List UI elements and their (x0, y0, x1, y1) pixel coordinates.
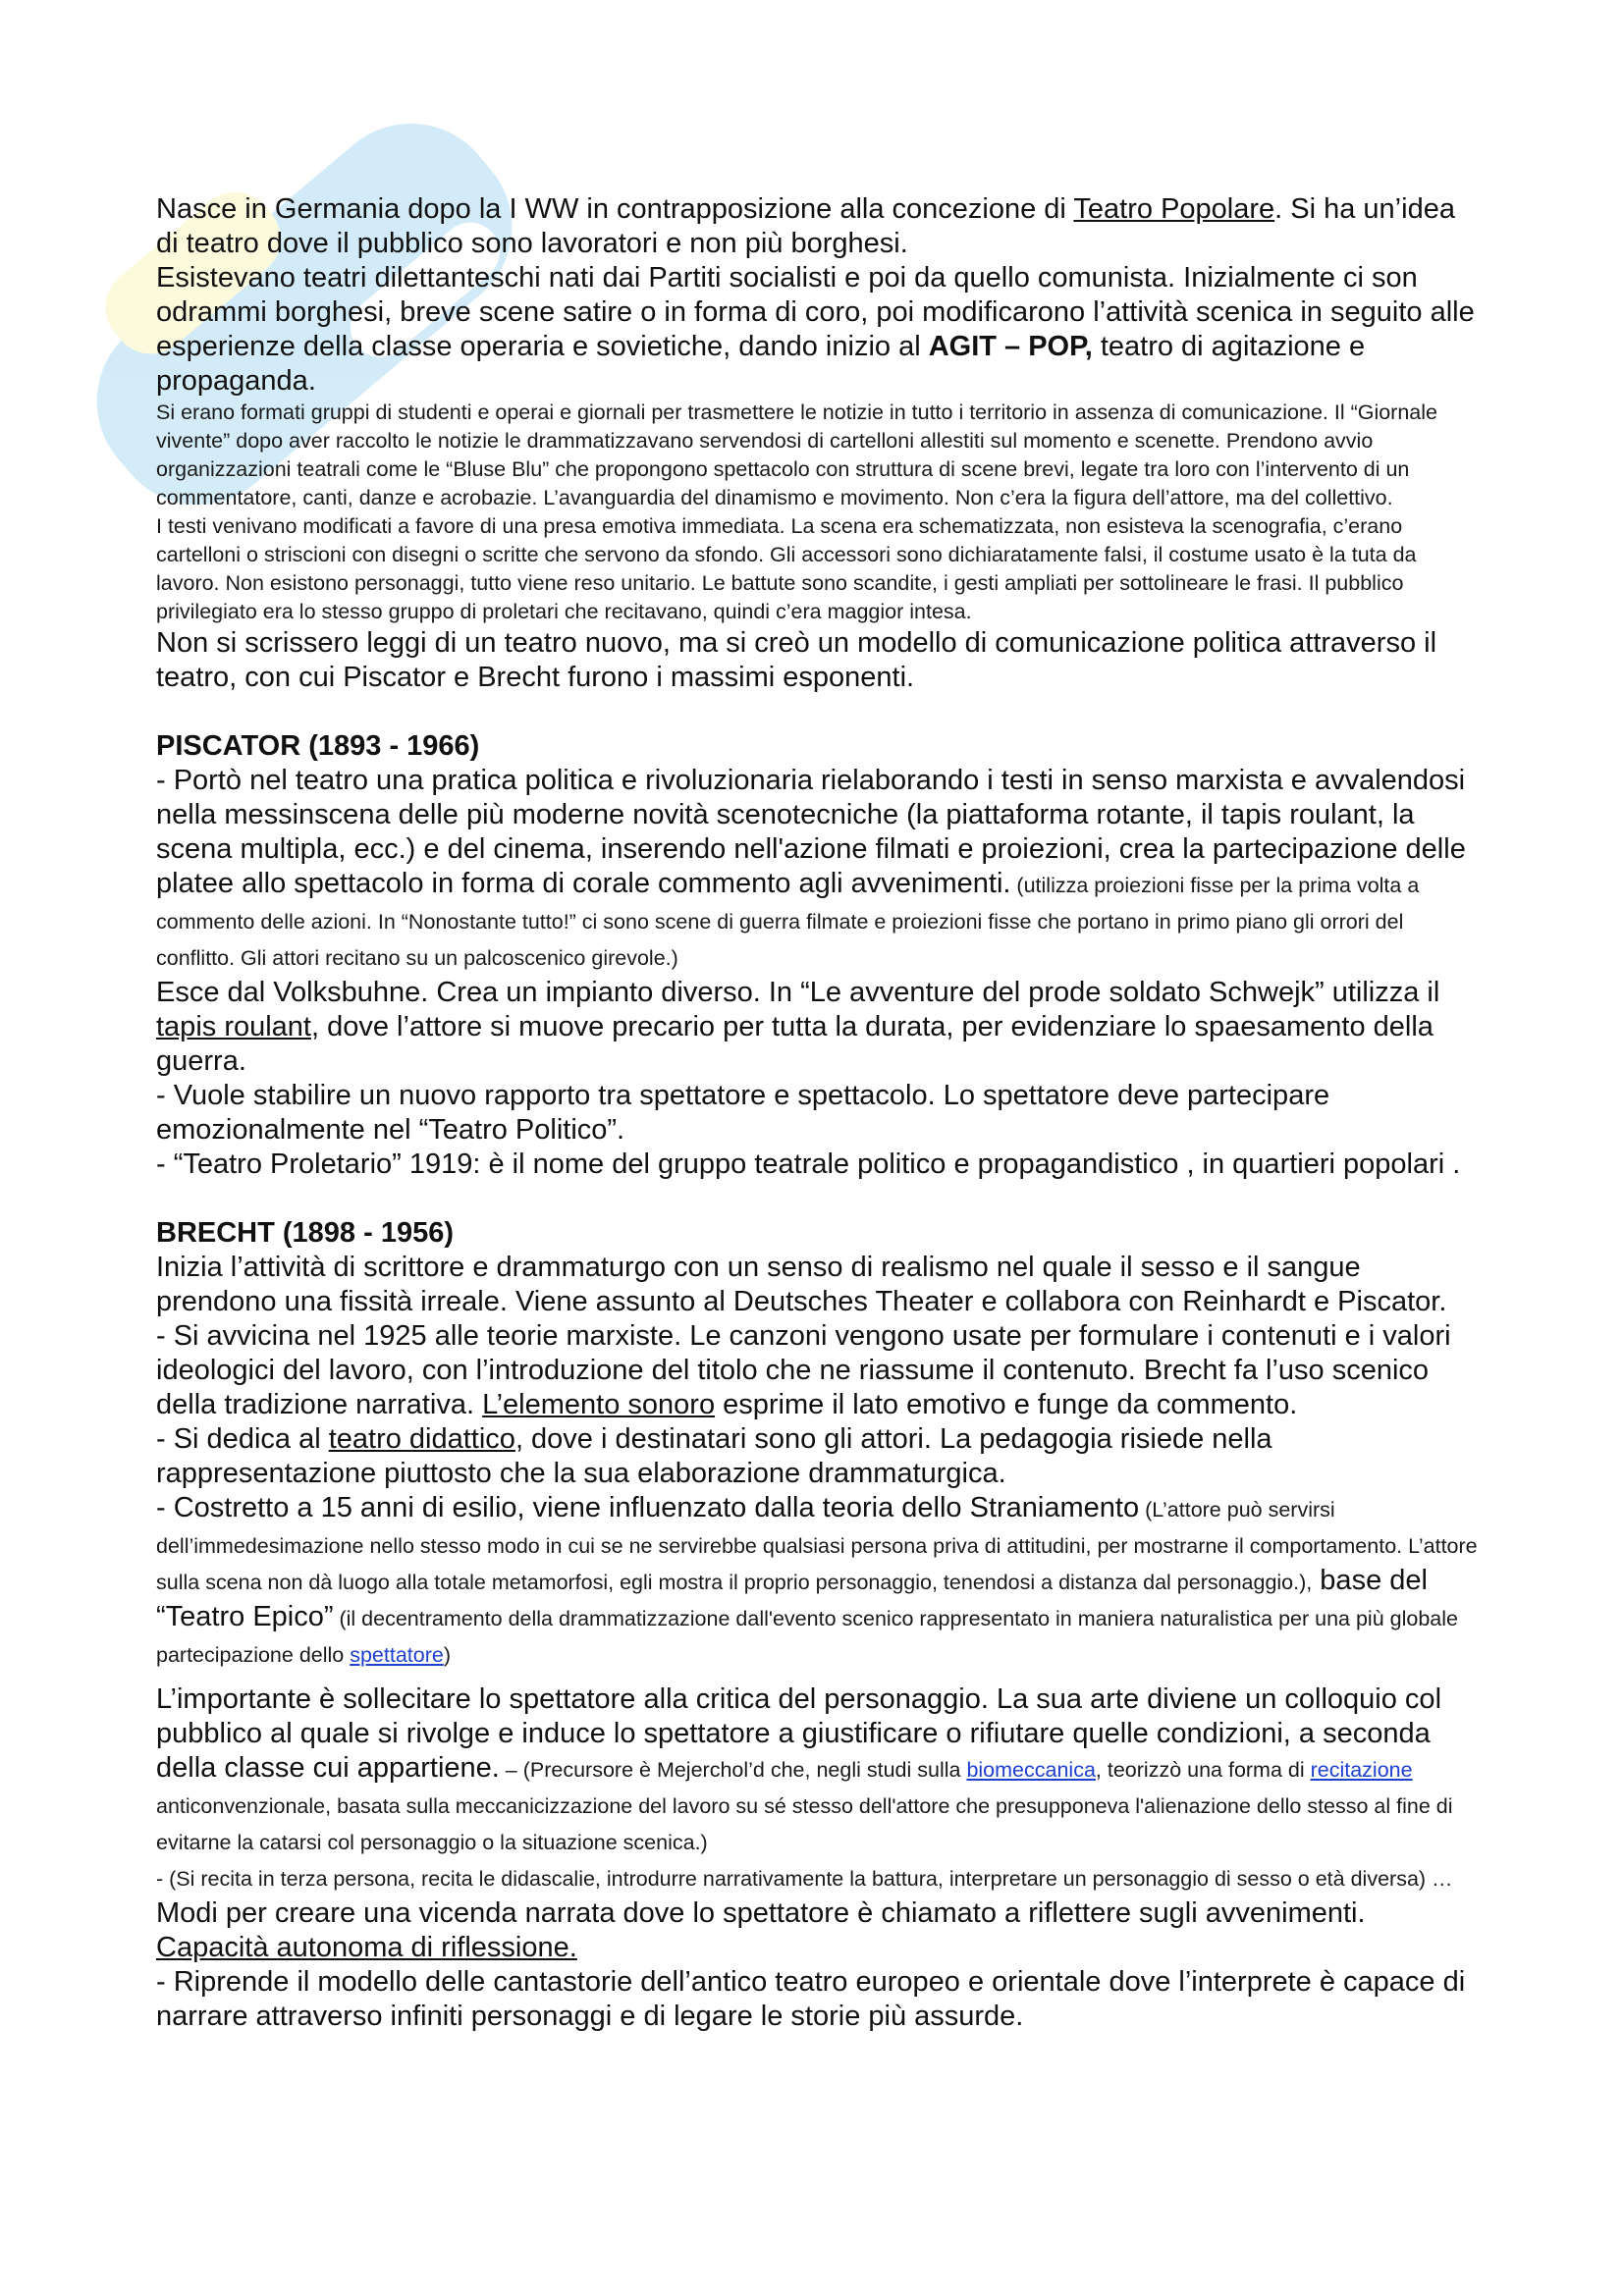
piscator-paragraph-2: Esce dal Volksbuhne. Crea un impianto diverso. In “Le avventure del prode soldato Schwejk” utilizza il tapis roulant, dove l’attore si muove precario per tutta la durata, per evidenziare lo spaesamento della guerra. (156, 977, 1440, 1077)
piscator-heading: PISCATOR (1893 - 1966) (156, 730, 480, 762)
brecht-heading: BRECHT (1898 - 1956) (156, 1217, 454, 1249)
link-recitazione[interactable]: recitazione (1310, 1758, 1413, 1782)
agit-pop-term: AGIT – POP, (928, 331, 1093, 362)
piscator-paragraph-1: - Portò nel teatro una pratica politica e rivoluzionaria rielaborando i testi in senso marxista e avvalendosi nella messinscena delle più moderne novità scenotecniche (la piattaforma rotante, il tapis roulant, la scena multipla, ecc.) e del cinema, inserendo nell'azione filmati e proiezioni, crea la partecipazione delle platee allo spettacolo in forma di corale commento agli avvenimenti. (utilizza proiezioni fisse per la prima volta a commento delle azioni. In “Nonostante tutto!” ci sono scene di guerra filmate e proiezioni fisse che portano in primo piano gli orrori del conflitto. Gli attori recitano su un palcoscenico girevole.) (156, 765, 1466, 970)
brecht-paragraph-5: L’importante è sollecitare lo spettatore alla critica del personaggio. La sua arte diviene un colloquio col pubblico al quale si rivolge e induce lo spettatore a giustificare o rifiutare quelle condizioni, a seconda della classe cui appartiene. – (Precursore è Mejerchol’d che, negli studi sulla biomeccanica, teorizzò una forma di recitazione anticonvenzionale, basata sulla meccanicizzazione del lavoro su sé stesso dell'attore che presupponeva l'alienazione dello stesso al fine di evitarne la catarsi col personaggio o la situazione scenica.) - (Si recita in terza persona, recita le didascalie, introdurre narrativamente la battura, interpretare un personaggio di sesso o età diversa) … Modi per creare una vicenda narrata dove lo spettatore è chiamato a riflettere sugli avvenimenti. Capacità autonoma di riflessione. (156, 1683, 1453, 1963)
intro-note-1: Si erano formati gruppi di studenti e operai e giornali per trasmettere le notizie in tutto i territorio in assenza di comunicazione. Il “Giornale vivente” dopo aver raccolto le notizie le drammatizzavano servendosi di cartelloni allestiti sul momento e scenette. Prendono avvio organizzazioni teatrali come le “Bluse Blu” che propongono spettacolo con struttura di scene brevi, legate tra loro con l’intervento di un commentatore, canti, danze e acrobazie. L’avanguardia del dinamismo e movimento. Non c’era la figura dell’attore, ma del collettivo. (156, 400, 1437, 509)
intro-paragraph-2: Esistevano teatri dilettanteschi nati dai Partiti socialisti e poi da quello comunista. Inizialmente ci son odrammi borghesi, breve scene satire o in forma di coro, poi modificarono l’attività scenica in seguito alle esperienze della classe operaria e sovietiche, dando inizio al AGIT – POP, teatro di agitazione e propaganda. (156, 262, 1475, 397)
intro-note-2: I testi venivano modificati a favore di una presa emotiva immediata. La scena era schematizzata, non esisteva la scenografia, c’erano cartelloni o striscioni con disegni o scritte che servono da sfondo. Gli accessori sono dichiaratamente falsi, il costume usato è la tuta da lavoro. Non esistono personaggi, tutto viene reso unitario. Le battute sono scandite, i gesti ampliati per sottolineare le frasi. Il pubblico privilegiato era lo stesso gruppo di proletari che recitavano, quindi c’era maggior intesa. (156, 514, 1417, 623)
piscator-paragraph-4: - “Teatro Proletario” 1919: è il nome del gruppo teatrale politico e propagandistico , in quartieri popolari . (156, 1148, 1461, 1180)
link-spettatore[interactable]: spettatore (350, 1643, 444, 1667)
brecht-paragraph-4: - Costretto a 15 anni di esilio, viene influenzato dalla teoria dello Straniamento (L’attore può servirsi dell’immedesimazione nello stesso modo in cui se ne servirebbe qualsiasi persona priva di attitudini, per mostrarne il comportamento. L’attore sulla scena non dà luogo alla totale metamorfosi, egli mostra il proprio personaggio, tenendosi a distanza dal personaggio.), base del “Teatro Epico” (il decentramento della drammatizzazione dall'evento scenico rappresentato in maniera naturalistica per una più globale partecipazione dello spettatore) (156, 1492, 1478, 1667)
piscator-paragraph-3: - Vuole stabilire un nuovo rapporto tra spettatore e spettacolo. Lo spettatore deve partecipare emozionalmente nel “Teatro Politico”. (156, 1080, 1330, 1146)
brecht-paragraph-6: - Riprende il modello delle cantastorie dell’antico teatro europeo e orientale dove l’interprete è capace di narrare attraverso infiniti personaggi e di legare le storie più assurde. (156, 1966, 1466, 2032)
tapis-roulant-term: tapis roulant (156, 1011, 311, 1042)
brecht-paragraph-2: - Si avvicina nel 1925 alle teorie marxiste. Le canzoni vengono usate per formulare i contenuti e i valori ideologici del lavoro, con l’introduzione del titolo che ne riassume il contenuto. Brecht fa l’uso scenico della tradizione narrativa. L’elemento sonoro esprime il lato emotivo e funge da commento. (156, 1320, 1451, 1420)
link-biomeccanica[interactable]: biomeccanica (966, 1758, 1096, 1782)
brecht-paragraph-3: - Si dedica al teatro didattico, dove i destinatari sono gli attori. La pedagogia risiede nella rappresentazione piuttosto che la sua elaborazione drammaturgica. (156, 1423, 1272, 1489)
intro-paragraph-3: Non si scrissero leggi di un teatro nuovo, ma si creò un modello di comunicazione politica attraverso il teatro, con cui Piscator e Brecht furono i massimi esponenti. (156, 627, 1437, 693)
brecht-paragraph-1: Inizia l’attività di scrittore e drammaturgo con un senso di realismo nel quale il sesso e il sangue prendono una fissità irreale. Viene assunto al Deutsches Theater e collabora con Reinhardt e Piscator. (156, 1252, 1447, 1317)
intro-paragraph-1: Nasce in Germania dopo la I WW in contrapposizione alla concezione di Teatro Popolare. Si ha un’idea di teatro dove il pubblico sono lavoratori e non più borghesi. (156, 193, 1455, 259)
link-teatro-popolare[interactable]: Teatro Popolare (1073, 193, 1275, 225)
document-body (156, 192, 1482, 2034)
